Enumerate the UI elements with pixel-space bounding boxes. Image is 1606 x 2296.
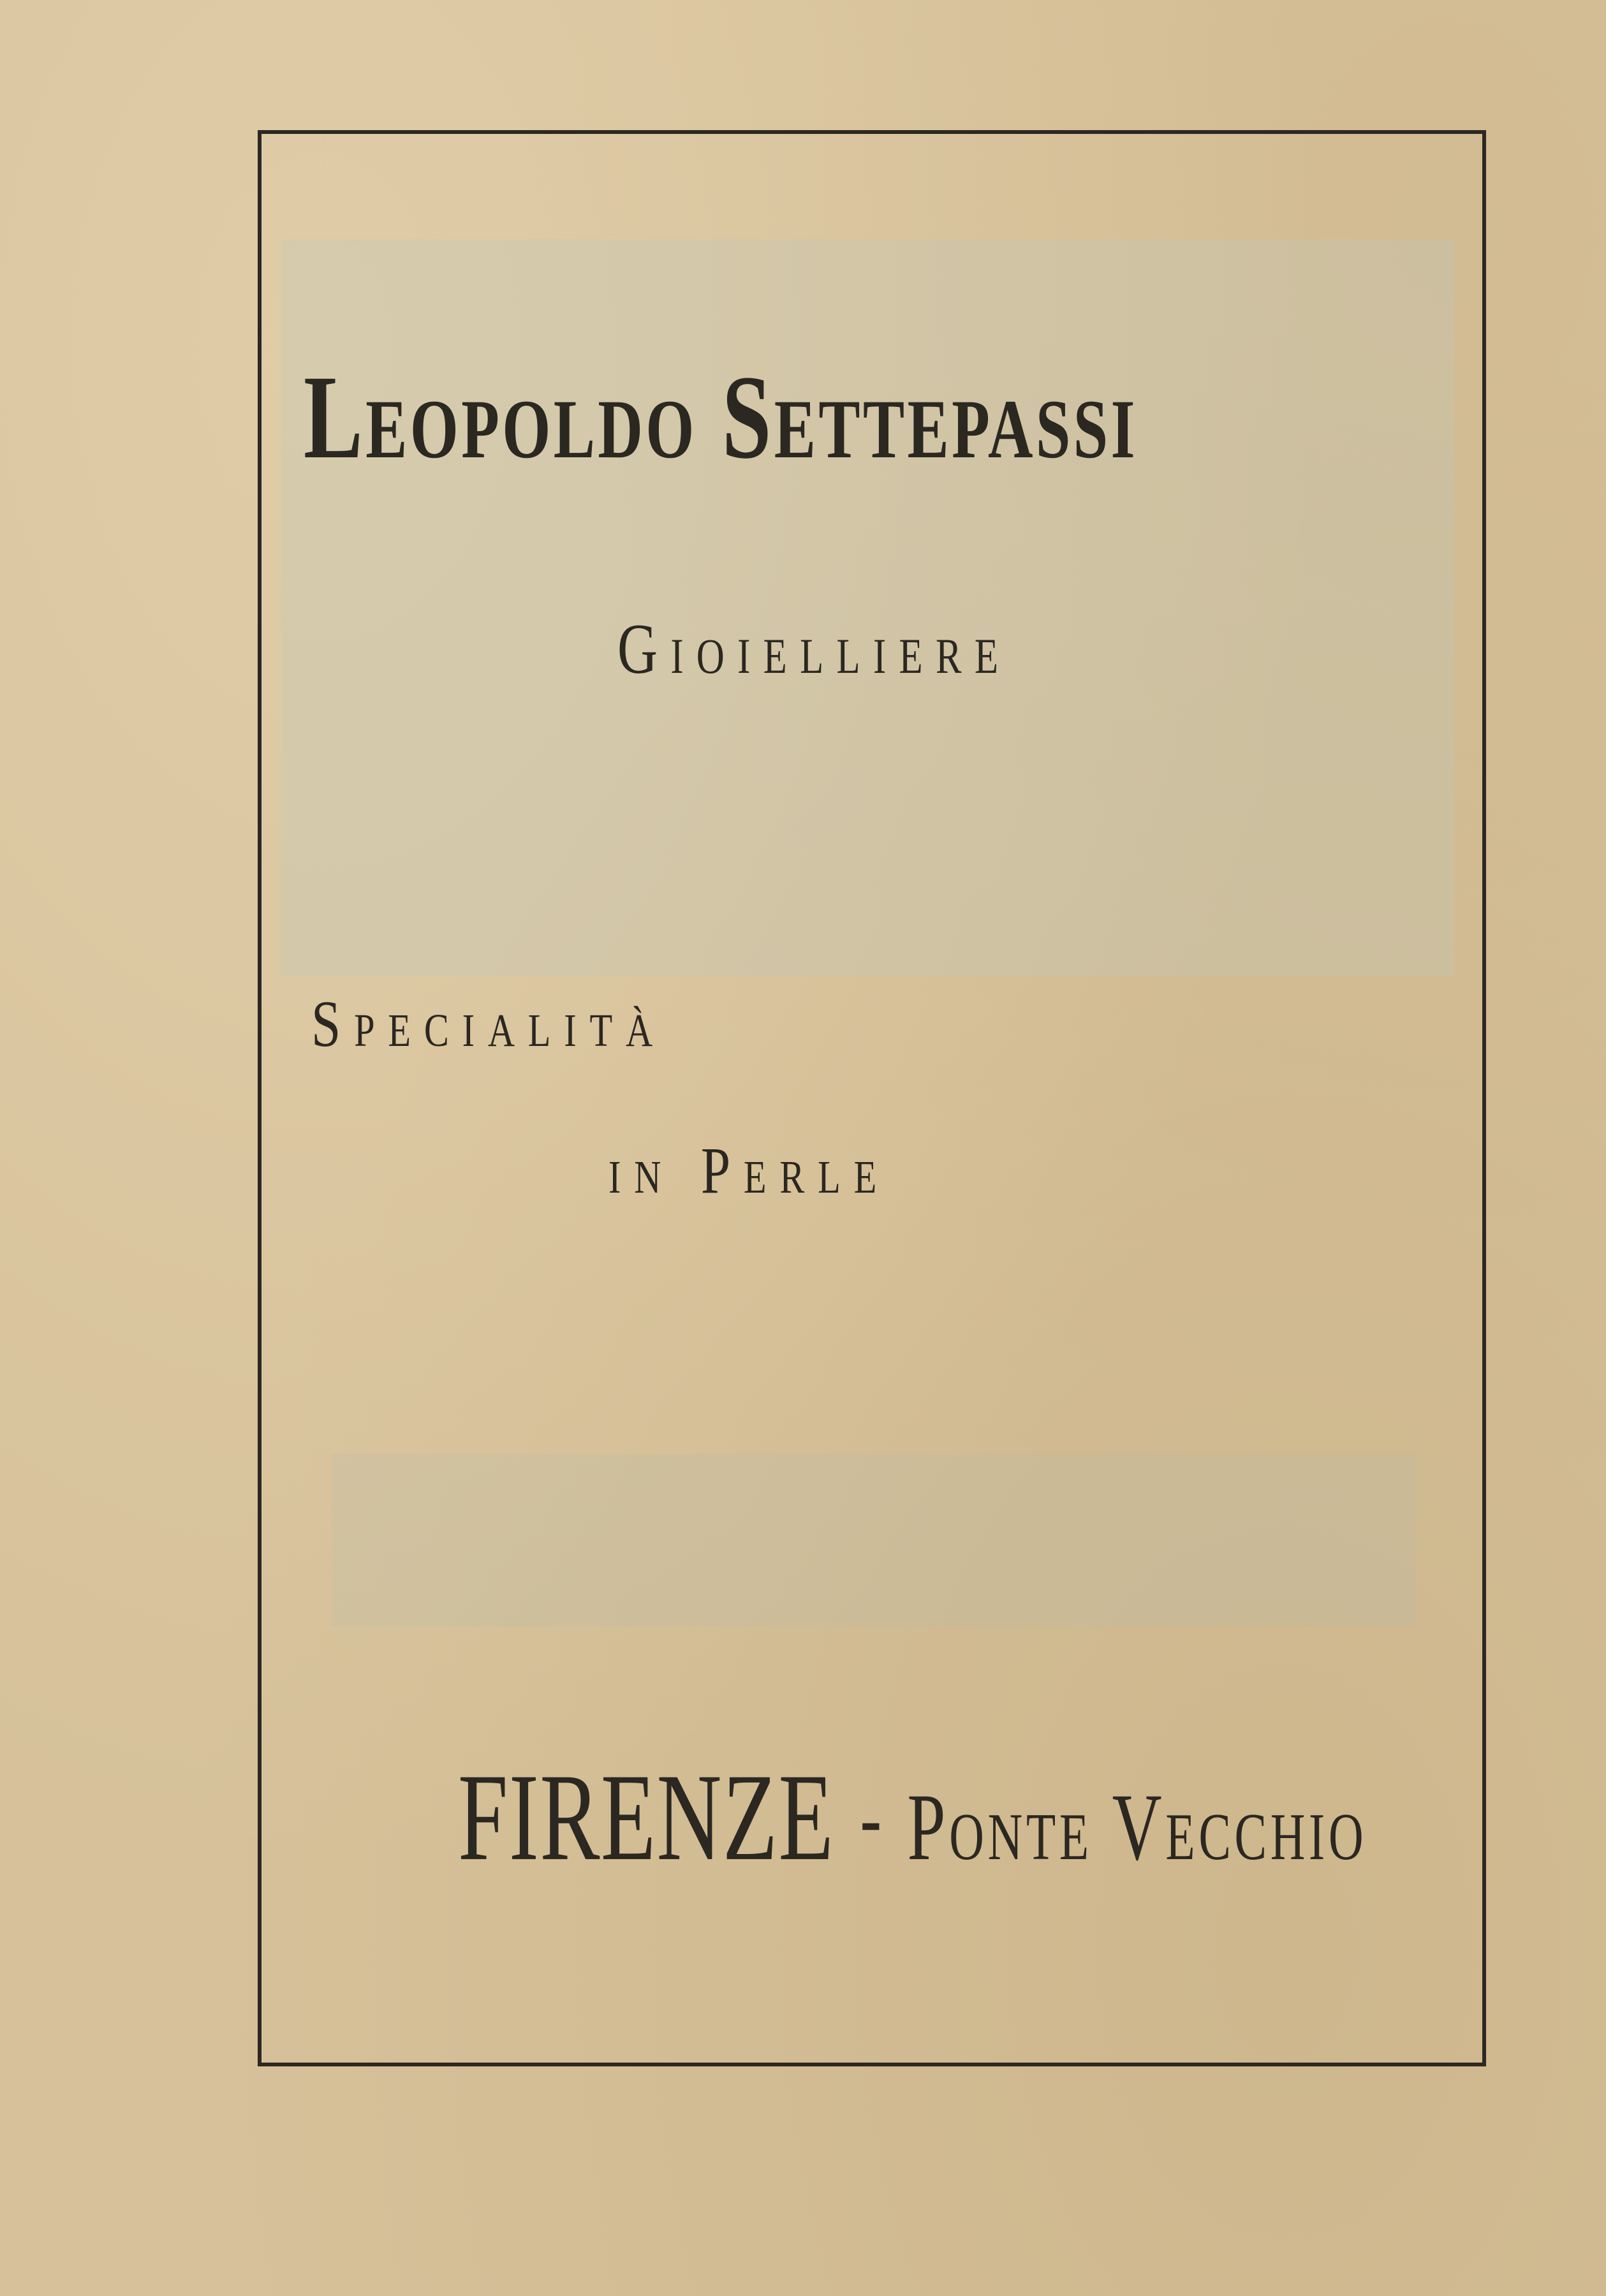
address-separator: - bbox=[860, 1769, 882, 1867]
trade-label: Gioielliere bbox=[617, 610, 1012, 689]
specialty-line-1: Specialità bbox=[311, 987, 666, 1061]
specialty-line-2: in Perle bbox=[608, 1134, 890, 1207]
jeweler-name: Leopoldo Settepassi bbox=[304, 350, 1138, 483]
city-name: FIRENZE bbox=[458, 1748, 835, 1887]
address-line bbox=[458, 1748, 1367, 1887]
location-name: Ponte Vecchio bbox=[907, 1774, 1367, 1880]
